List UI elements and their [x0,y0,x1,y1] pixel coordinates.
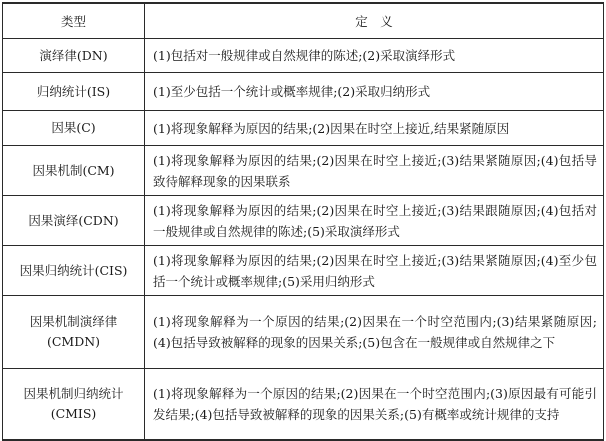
table-row [3,246,604,296]
explanation-types-table [2,2,604,441]
type-cell: 因果演绎(CDN) [3,196,145,246]
table-row [3,196,604,246]
definition-cell: (1)将现象解释为原因的结果;(2)因果在时空上接近;(3)结果紧随原因;(4)至少包括一个统计或概率规律;(5)采用归纳形式 [145,246,604,296]
table-row [3,39,604,73]
header-definition: 定 义 [145,3,604,39]
type-cell: 因果机制归纳统计(CMIS) [3,369,145,441]
table-row [3,111,604,146]
type-cell: 演绎律(DN) [3,39,145,73]
type-cell: 因果(C) [3,111,145,146]
definition-cell: (1)将现象解释为一个原因的结果;(2)因果在一个时空范围内;(3)原因最有可能引发结果;(4)包括导致被解释的现象的因果关系;(5)有概率或统计规律的支持 [145,369,604,441]
header-type: 类型 [3,3,145,39]
definition-cell: (1)将现象解释为原因的结果;(2)因果在时空上接近;(3)结果紧随原因;(4)包括导致待解释现象的因果联系 [145,146,604,196]
definition-cell: (1)至少包括一个统计或概率规律;(2)采取归纳形式 [145,73,604,111]
type-cell: 归纳统计(IS) [3,73,145,111]
definition-cell: (1)将现象解释为原因的结果;(2)因果在时空上接近,结果紧随原因 [145,111,604,146]
type-cell: 因果归纳统计(CIS) [3,246,145,296]
table-row [3,73,604,111]
table-row [3,296,604,369]
table-row [3,146,604,196]
type-cell: 因果机制(CM) [3,146,145,196]
table-header-row [3,3,604,39]
table-row [3,369,604,441]
definition-cell: (1)包括对一般规律或自然规律的陈述;(2)采取演绎形式 [145,39,604,73]
definition-cell: (1)将现象解释为一个原因的结果;(2)因果在一个时空范围内;(3)结果紧随原因;(4)包括导致被解释的现象的因果关系;(5)包含在一般规律或自然规律之下 [145,296,604,369]
definition-cell: (1)将现象解释为原因的结果;(2)因果在时空上接近;(3)结果跟随原因;(4)包括对一般规律或自然规律的陈述;(5)采取演绎形式 [145,196,604,246]
type-cell: 因果机制演绎律(CMDN) [3,296,145,369]
